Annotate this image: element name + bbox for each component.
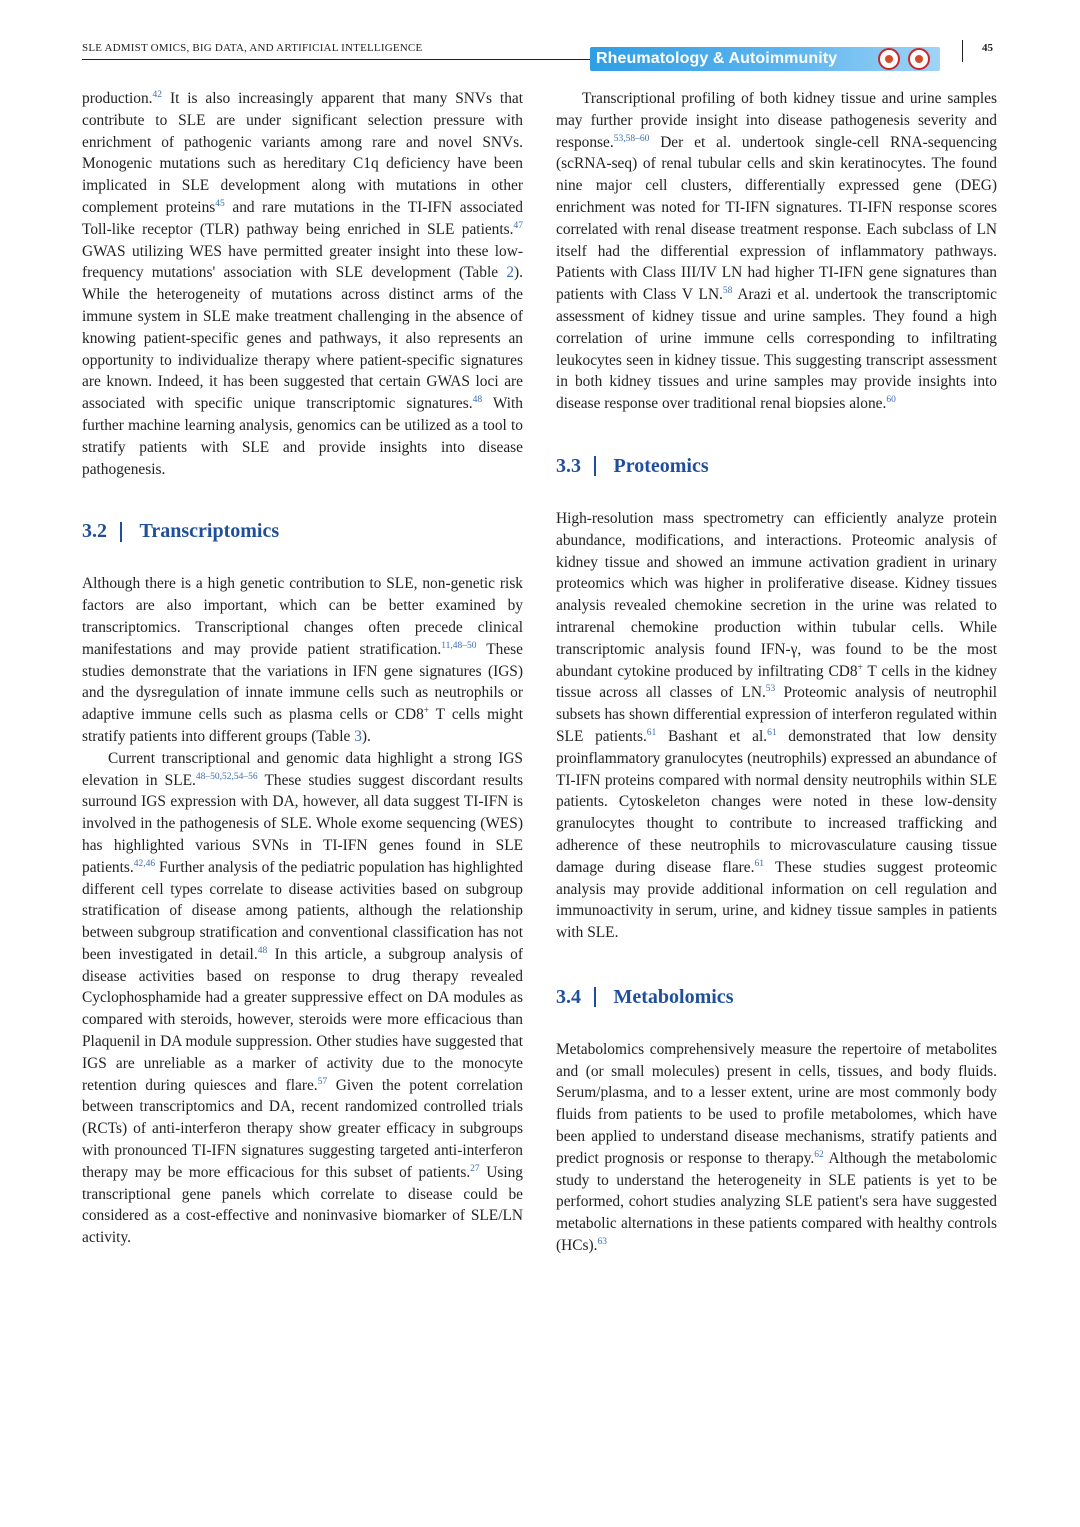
text: and rare mutations in the TI‐IFN associated Toll‐like receptor (TLR) pathway being enriched in SLE patients. bbox=[82, 198, 523, 238]
table-link[interactable]: 3 bbox=[354, 727, 362, 745]
citation-link[interactable]: 53,58–60 bbox=[613, 133, 650, 144]
text: Further analysis of the pediatric population has highlighted different cell types correlate to disease activities based on subgroup stratification of disease among patients, although the relationship between subgroup stratification and conventional classification has not been investigated in detail. bbox=[82, 858, 523, 963]
text: Arazi et al. undertook the transcriptomic assessment of kidney tissue and urine samples. They found a high correlation of urine immune cells corresponding to infiltrating leukocytes seen in kidney tissue. This suggesting transcript assessment in both kidney tissues and urine samples may provide insights into disease response over traditional renal biopsies alone. bbox=[556, 286, 997, 413]
citation-link[interactable]: 63 bbox=[597, 1237, 607, 1248]
text: In this article, a subgroup analysis of disease activities based on response to drug therapy revealed Cyclophosphamide had a greater suppressive effect on DA modules as compared with steroids, however, steroids were more efficacious than Plaquenil in DA module suppression. Other studies have suggested that IGS are unreliable as a marker of activity due to the monocyte retention during quiesces and flare. bbox=[82, 945, 523, 1094]
page-number: 45 bbox=[982, 42, 993, 54]
right-column bbox=[556, 88, 997, 1257]
heading-divider bbox=[594, 456, 596, 476]
superscript-plus: + bbox=[857, 661, 863, 672]
paragraph-metabolomics bbox=[556, 1039, 997, 1257]
section-title: Transcriptomics bbox=[139, 520, 280, 543]
running-title: SLE ADMIST OMICS, BIG DATA, AND ARTIFICIAL INTELLIGENCE bbox=[82, 42, 423, 54]
citation-link[interactable]: 57 bbox=[317, 1076, 328, 1087]
page-number-divider bbox=[962, 40, 963, 62]
citation-link[interactable]: 42 bbox=[152, 90, 163, 100]
publisher-seal-icon bbox=[908, 48, 930, 70]
text: Der et al. undertook single‐cell RNA‐sequencing (scRNA‐seq) of renal tubular cells and skin keratinocytes. The found nine major cell clusters, differentially expressed gene (DEG) enrichment was noted for TI‐IFN signatures. TI‐IFN response scores correlated with renal disease treatment response. Each subclass of LN itself had the differential expression of inflammatory pathways. Patients with Class III/IV LN had higher TI‐IFN gene signatures than patients with Class V LN. bbox=[556, 133, 997, 304]
citation-link[interactable]: 42,46 bbox=[133, 858, 156, 869]
citation-link[interactable]: 58 bbox=[722, 286, 733, 297]
text: Transcriptional profiling of both kidney tissue and urine samples may further provide insight into disease pathogenesis severity and response. bbox=[556, 90, 997, 151]
text: Given the potent correlation between transcriptomics and DA, recent randomized controlled trials (RCTs) of anti‐interferon therapy show greater efficacy in subgroups with pronounced TI‐IFN signatures suggesting targeted anti‐interferon therapy may be more efficacious for this subset of patients. bbox=[82, 1076, 524, 1181]
section-title: Proteomics bbox=[613, 454, 709, 477]
citation-link[interactable]: 48–50,52,54–56 bbox=[195, 771, 258, 782]
citation-link[interactable]: 61 bbox=[754, 858, 764, 869]
left-column bbox=[82, 88, 523, 1249]
text: It is also increasingly apparent that many SNVs that contribute to SLE are under significant selection pressure with enrichment of pathogenic variants among rare and novel SNVs. Monogenic mutations such as hereditary C1q deficiency have been implicated in SLE development along with mutations in other complement proteins bbox=[82, 90, 523, 216]
text: Bashant et al. bbox=[656, 727, 768, 745]
text: ). While the heterogeneity of mutations across distinct arms of the immune system in SLE make treatment challenging in the absence of knowing patient‐specific genes and pathways, it also represents an opportunity to individualize therapy where patient‐specific signatures are known. Indeed, it has been suggested that certain GWAS loci are associated with specific unique transcriptomic signatures. bbox=[82, 264, 523, 413]
paragraph-proteomics bbox=[556, 508, 997, 944]
superscript-plus: + bbox=[423, 705, 429, 716]
page-header bbox=[82, 38, 998, 70]
citation-link[interactable]: 48 bbox=[472, 395, 483, 406]
section-number: 3.4 bbox=[556, 985, 581, 1008]
citation-link[interactable]: 60 bbox=[886, 395, 896, 406]
paragraph-transcriptional-profiling bbox=[556, 88, 997, 415]
section-heading-transcriptomics bbox=[82, 520, 523, 543]
text: Metabolomics comprehensively measure the repertoire of metabolites and (or small molecules) present in cells, tissues, and body fluids. Serum/plasma, and to a lesser extent, urine are most commonly body fluids from patients to be used to profile metabolomes, which have been applied to understand disease mechanisms, stratify patients and predict prognosis or response to therapy. bbox=[556, 1040, 997, 1167]
section-number: 3.3 bbox=[556, 454, 581, 477]
citation-link[interactable]: 53 bbox=[765, 684, 776, 695]
section-heading-metabolomics bbox=[556, 986, 997, 1009]
paragraph-genomics-end bbox=[82, 88, 523, 480]
citation-link[interactable]: 61 bbox=[767, 727, 777, 738]
citation-link[interactable]: 62 bbox=[814, 1149, 824, 1160]
text: These studies suggest proteomic analysis may provide additional information on cell regulation and immunoactivity in serum, urine, and kidney tissue samples in patients with SLE. bbox=[556, 858, 998, 942]
paragraph-transcriptomics-intro bbox=[82, 573, 523, 747]
section-number: 3.2 bbox=[82, 520, 107, 543]
section-title: Metabolomics bbox=[613, 985, 734, 1008]
citation-link[interactable]: 61 bbox=[646, 727, 657, 738]
journal-banner bbox=[590, 47, 940, 71]
text: demonstrated that low density proinflammatory granulocytes (neutrophils) expressed an abundance of TI‐IFN proteins compared with normal density neutrophils within SLE patients. Cytoskeleton changes were noted in these low‐density granulocytes thought to contribute to increased trafficking and adherence of these neutrophils to microvasculature causing tissue damage during disease flare. bbox=[556, 727, 997, 876]
text: GWAS utilizing WES have permitted greater insight into these low‐frequency mutations' association with SLE development (Table bbox=[82, 242, 523, 282]
heading-divider bbox=[120, 522, 122, 542]
citation-link[interactable]: 45 bbox=[215, 198, 225, 209]
society-seal-icon bbox=[878, 48, 900, 70]
table-link[interactable]: 2 bbox=[506, 264, 515, 282]
text: Although the metabolomic study to understand the heterogeneity in SLE patients is yet to be performed, cohort studies analyzing SLE patient's sera have suggested metabolic alternations in these patients compared with healthy controls (HCs). bbox=[556, 1149, 998, 1255]
text: With further machine learning analysis, genomics can be utilized as a tool to stratify patients with SLE and provide insights into disease pathogenesis. bbox=[82, 395, 523, 478]
journal-name: Rheumatology & Autoimmunity bbox=[596, 50, 838, 67]
section-heading-proteomics bbox=[556, 455, 997, 478]
text: Current transcriptional and genomic data highlight a strong IGS elevation in SLE. bbox=[82, 749, 523, 789]
header-rule bbox=[82, 59, 592, 60]
citation-link[interactable]: 48 bbox=[257, 945, 268, 956]
text: High‐resolution mass spectrometry can efficiently analyze protein abundance, modifications, and interactions. Proteomic analysis of kidney tissue and showed an immune activation gradient in urinary proteomics which was higher in proliferative disease. Kidney tissues analysis revealed chemokine secretion in the urine was related to intrarenal chemokine production within tubular cells. While transcriptomic analysis found IFN‐γ, was found to be the most abundant cytokine produced by infiltrating CD8 bbox=[556, 509, 997, 680]
text: Proteomic analysis of neutrophil subsets has shown differential expression of interferon regulated within SLE patients. bbox=[556, 684, 997, 745]
citation-link[interactable]: 27 bbox=[470, 1163, 480, 1174]
paragraph-transcriptomics-igs bbox=[82, 748, 523, 1249]
text: These studies demonstrate that the variations in IFN gene signatures (IGS) and the dysregulation of innate immune cells such as neutrophils or adaptive immune cells such as plasma cells or CD8 bbox=[82, 640, 523, 724]
text: Although there is a high genetic contribution to SLE, non‐genetic risk factors are also important, which can be better examined by transcriptomics. Transcriptional changes often precede clinical manifestations and may provide patient stratification. bbox=[82, 575, 523, 658]
citation-link[interactable]: 11,48–50 bbox=[441, 640, 477, 651]
text: T cells in the kidney tissue across all classes of LN. bbox=[556, 662, 998, 702]
text: Using transcriptional gene panels which correlate to disease could be considered as a cost‐effective and noninvasive biomarker of SLE/LN activity. bbox=[82, 1163, 523, 1247]
text: T cells might stratify patients into different groups (Table bbox=[82, 706, 523, 745]
text: ). bbox=[361, 727, 371, 745]
citation-link[interactable]: 47 bbox=[513, 220, 523, 231]
text: production. bbox=[82, 90, 153, 107]
heading-divider bbox=[594, 987, 596, 1007]
text: These studies suggest discordant results surround IGS expression with DA, however, all data suggest TI‐IFN is involved in the pathogenesis of SLE. Whole exome sequencing (WES) has highlighted various SVNs in TI‐IFN genes found in SLE patients. bbox=[82, 771, 523, 876]
